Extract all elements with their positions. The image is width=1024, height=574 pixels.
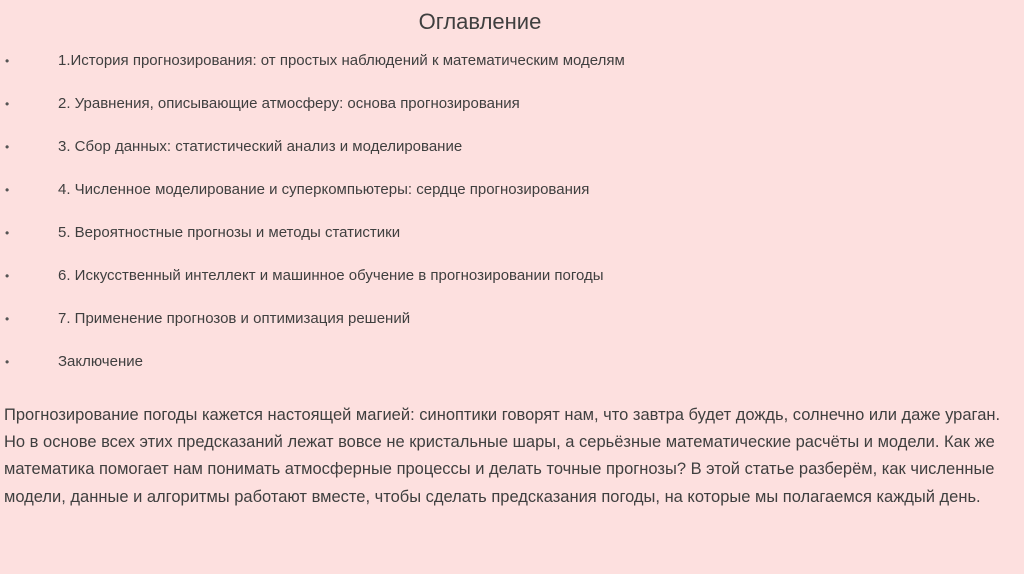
bullet-icon: • [5, 226, 10, 240]
toc-item-label: 6. Искусственный интеллект и машинное обучение в прогнозировании погоды [58, 267, 604, 284]
toc-item-label: 5. Вероятностные прогнозы и методы статистики [58, 224, 401, 241]
toc-item-label: 7. Применение прогнозов и оптимизация решений [58, 310, 411, 327]
bullet-icon: • [5, 54, 10, 68]
page-title: Оглавление [418, 9, 542, 34]
toc-item-label: 3. Сбор данных: статистический анализ и моделирование [58, 138, 463, 155]
bullet-icon: • [5, 269, 10, 283]
bullet-icon: • [5, 183, 10, 197]
bullet-icon: • [5, 312, 10, 326]
toc-item-label: 1.История прогнозирования: от простых наблюдений к математическим моделям [58, 52, 625, 69]
bullet-icon: • [5, 355, 10, 369]
bullet-icon: • [5, 140, 10, 154]
toc-item-label: 4. Численное моделирование и суперкомпьютеры: сердце прогнозирования [58, 181, 590, 198]
intro-paragraph: Прогнозирование погоды кажется настоящей магией: синоптики говорят нам, что завтра будет дождь, солнечно или даже ураган. Но в основе всех этих предсказаний лежат вовсе не кристальные шары, а серьёзные математические расчёты и модели. Как же математика помогает нам понимать атмосферные процессы и делать точные прогнозы? В этой статье разберём, как численные модели, данные и алгоритмы работают вместе, чтобы сделать предсказания погоды, на которые мы полагаемся каждый день. [4, 406, 1001, 506]
toc-item-label: Заключение [58, 353, 143, 370]
toc-item-label: 2. Уравнения, описывающие атмосферу: основа прогнозирования [58, 95, 520, 112]
bullet-icon: • [5, 97, 10, 111]
